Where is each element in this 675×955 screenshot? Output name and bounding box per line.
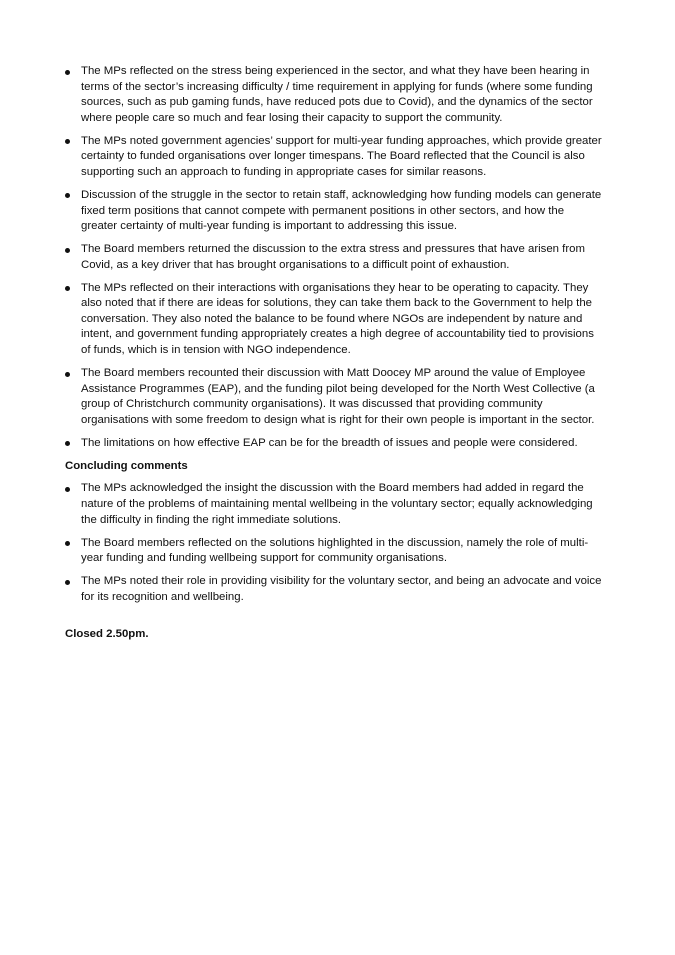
bullet-icon — [65, 441, 70, 446]
list-item — [65, 366, 603, 428]
bullet-icon — [65, 70, 70, 75]
list-item — [65, 536, 603, 567]
list-item-text: The Board members recounted their discussion with Matt Doocey MP around the value of Employee Assistance Programmes (EAP), and the funding pilot being developed for the North West Collective (a group of Christchurch community organisations). It was discussed that providing community organisations with some freedom to design what is right for their own people is important in the sector. — [81, 367, 595, 426]
list-item-text: The MPs reflected on the stress being experienced in the sector, and what they have been hearing in terms of the sector’s increasing difficulty / time requirement in applying for funds (where some funding sources, such as pub gaming funds, have reduced pots due to Covid), and the dynamics of the sector where people care so much and fear losing their capacity to support the community. — [81, 65, 593, 124]
list-item-text: The Board members reflected on the solutions highlighted in the discussion, namely the role of multi-year funding and funding wellbeing support for community organisations. — [81, 536, 589, 565]
list-item — [65, 481, 603, 528]
list-item-text: Discussion of the struggle in the sector to retain staff, acknowledging how funding models can generate fixed term positions that cannot compete with permanent positions in other sectors, and how the greater certainty of multi-year funding is important to addressing this issue. — [81, 188, 602, 233]
concluding-bullet-list — [65, 481, 603, 605]
list-item-text: The limitations on how effective EAP can be for the breadth of issues and people were considered. — [81, 436, 578, 449]
list-item-text: The MPs acknowledged the insight the discussion with the Board members had added in regard the nature of the problems of maintaining mental wellbeing in the voluntary sector; equally acknowledging the difficulty in finding the right immediate solutions. — [81, 482, 593, 526]
list-item-text: The MPs noted their role in providing visibility for the voluntary sector, and being an advocate and voice for its recognition and wellbeing. — [81, 575, 602, 603]
bullet-icon — [65, 248, 70, 253]
list-item — [65, 436, 603, 452]
bullet-icon — [65, 487, 70, 492]
closing-time: Closed 2.50pm. — [65, 628, 149, 641]
list-item — [65, 134, 603, 181]
bullet-icon — [65, 372, 70, 377]
bullet-icon — [65, 541, 70, 546]
list-item — [65, 242, 603, 273]
list-item — [65, 188, 603, 235]
concluding-comments-heading: Concluding comments — [65, 459, 188, 472]
bullet-icon — [65, 286, 70, 291]
discussion-bullet-list — [65, 64, 603, 451]
bullet-icon — [65, 580, 70, 585]
list-item — [65, 574, 603, 605]
bullet-icon — [65, 139, 70, 144]
list-item-text: The MPs reflected on their interactions with organisations they hear to be operating to capacity. They also noted that if there are ideas for solutions, they can take them back to the Government to help the conversation. They also noted the balance to be found where NGOs are independent by nature and intent, and government funding appropriately creates a high degree of accountability tied to provisions of funds, which is in tension with NGO independence. — [81, 281, 594, 357]
list-item-text: The MPs noted government agencies’ support for multi-year funding approaches, which provide greater certainty to funded organisations over longer timespans. The Board reflected that the Council is also supporting such an approach to funding in appropriate cases for similar reasons. — [81, 134, 602, 178]
list-item-text: The Board members returned the discussion to the extra stress and pressures that have arisen from Covid, as a key driver that has brought organisations to a difficult point of exhaustion. — [81, 243, 585, 271]
bullet-icon — [65, 193, 70, 198]
list-item — [65, 281, 603, 359]
list-item — [65, 64, 603, 126]
